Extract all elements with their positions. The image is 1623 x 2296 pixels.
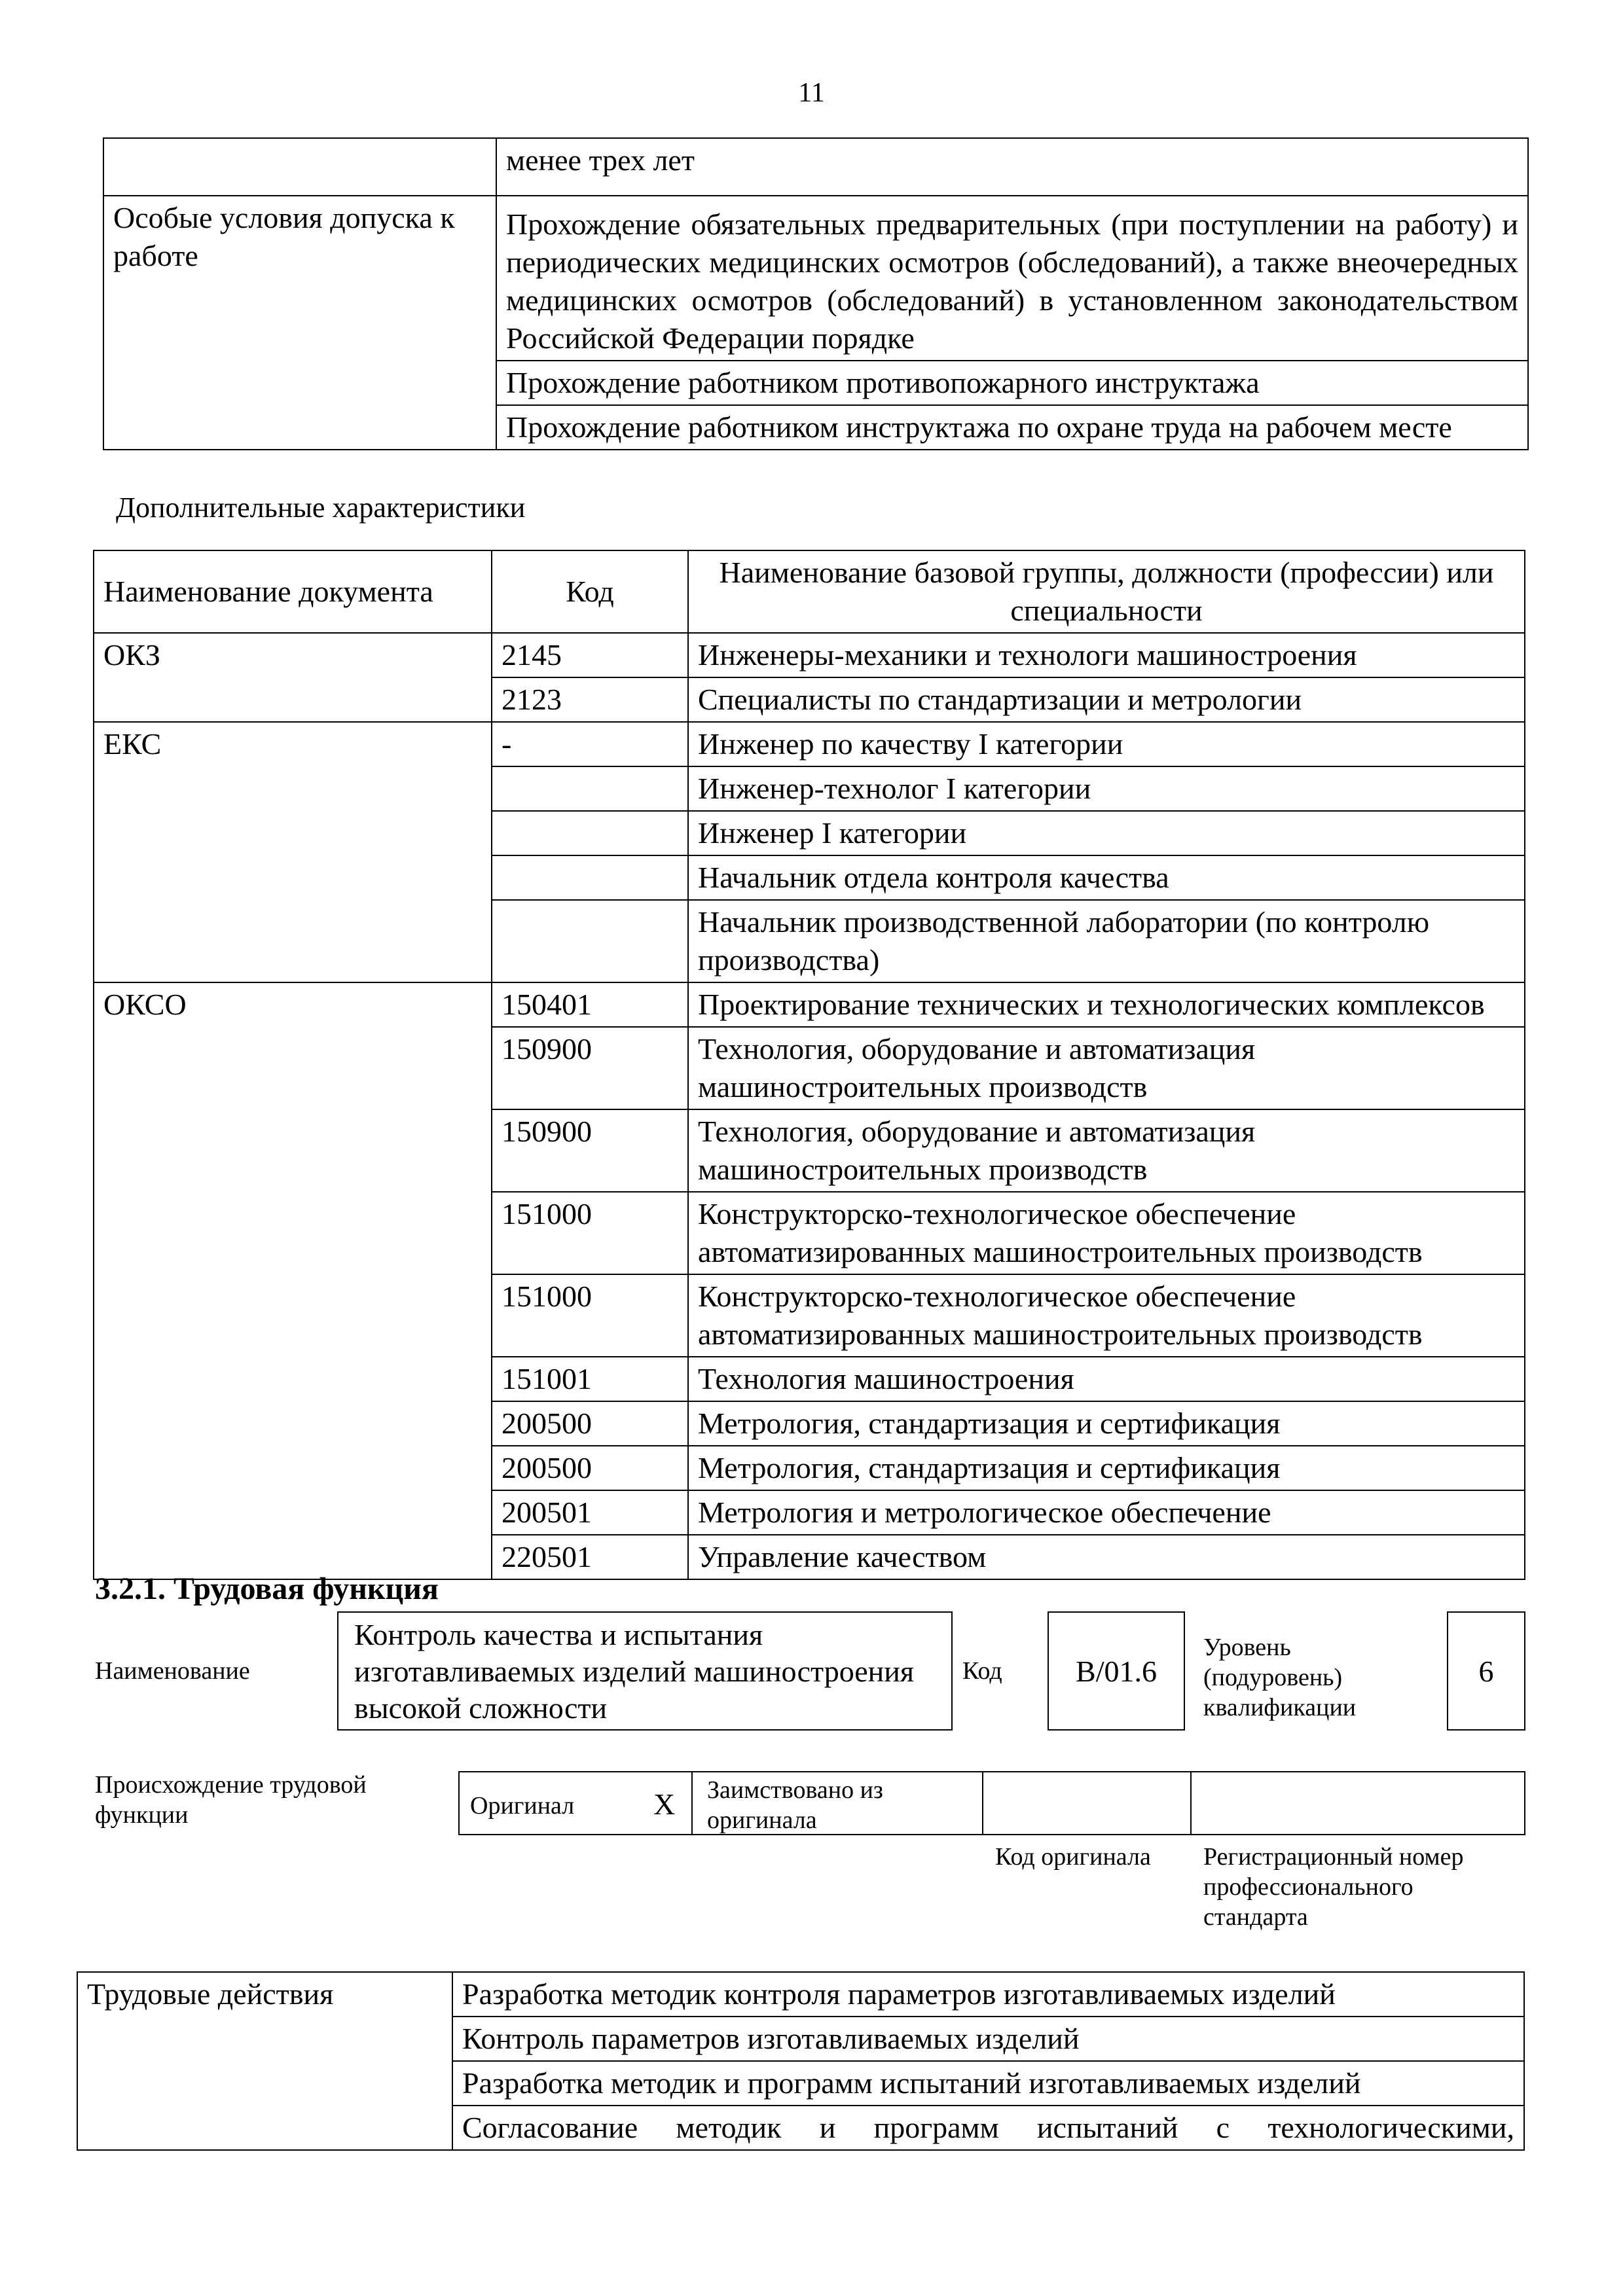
origin-table [458,1771,1525,1835]
additional-characteristics-heading: Дополнительные характеристики [116,492,526,524]
code-cell [492,811,688,855]
doc-cell: ЕКС [94,722,492,982]
header-code: Код [492,550,688,633]
doc-cell: ОКЗ [94,633,492,722]
code-cell: 150900 [492,1027,688,1109]
table-row [103,196,1528,361]
table-header-row [94,550,1525,633]
table-row [77,1972,1524,2017]
doc-cell: ОКСО [94,982,492,1579]
header-document: Наименование документа [94,550,492,633]
name-cell: Метрология и метрологическое обеспечение [688,1490,1525,1535]
code-cell: 151001 [492,1357,688,1401]
action-item: Контроль параметров изготавливаемых изделий [452,2017,1524,2061]
labor-function-heading: 3.2.1. Трудовая функция [95,1571,439,1606]
code-cell: 220501 [492,1535,688,1579]
condition-item: Прохождение обязательных предварительных (при поступлении на работу) и периодических медицинских осмотров (обследований), а также внеочередных медицинских осмотров (обследований) в установленном законодательством Российской Федерации порядке [496,196,1528,361]
level-value: 6 [1478,1654,1494,1688]
qualification-level-label: Уровень (подуровень) квалификации [1203,1634,1357,1721]
table-row [94,722,1525,766]
name-cell: Технология, оборудование и автоматизация машиностроительных производств [688,1109,1525,1192]
header-name: Наименование базовой группы, должности (профессии) или специальности [688,550,1525,633]
table-row [94,633,1525,677]
reg-number-label: Регистрационный номер профессионального стандарта [1203,1843,1464,1931]
level-box [1447,1611,1525,1731]
code-cell: 2145 [492,633,688,677]
divider [982,1771,983,1835]
special-conditions-label: Особые условия допуска к работе [103,196,496,450]
code-value: B/01.6 [1076,1654,1157,1688]
name-label: Наименование [95,1657,250,1685]
labor-actions-label: Трудовые действия [77,1972,452,2150]
original-mark: X [653,1787,676,1821]
borrowed-label: Заимствовано из оригинала [707,1776,883,1834]
code-box [1048,1611,1185,1731]
table-row [94,982,1525,1027]
action-item: Согласование методик и программ испытаний с технологическими, [452,2106,1524,2150]
origin-label: Происхождение трудовой функции [95,1771,367,1829]
admission-conditions-table [103,137,1529,450]
name-cell: Инженеры-механики и технологи машиностроения [688,633,1525,677]
code-cell: 150401 [492,982,688,1027]
name-cell: Инженер по качеству I категории [688,722,1525,766]
table-row [103,138,1528,196]
code-cell [492,900,688,982]
code-cell: 200500 [492,1446,688,1490]
code-cell: 151000 [492,1192,688,1274]
action-item: Разработка методик и программ испытаний изготавливаемых изделий [452,2061,1524,2106]
name-cell: Проектирование технических и технологических комплексов [688,982,1525,1027]
additional-characteristics-table [93,550,1525,1580]
name-cell: Инженер-технолог I категории [688,766,1525,811]
name-cell: Метрология, стандартизация и сертификация [688,1401,1525,1446]
labor-actions-table [77,1971,1525,2151]
code-cell [492,855,688,900]
page-number: 11 [798,78,825,108]
code-cell: 151000 [492,1274,688,1357]
action-item: Разработка методик контроля параметров изготавливаемых изделий [452,1972,1524,2017]
name-cell: Технология машиностроения [688,1357,1525,1401]
function-name-box [337,1611,953,1731]
empty-cell [103,138,496,196]
code-cell: - [492,722,688,766]
divider [1190,1771,1192,1835]
code-original-label: Код оригинала [995,1843,1151,1871]
experience-cell: менее трех лет [496,138,1528,196]
code-cell: 200500 [492,1401,688,1446]
name-cell: Инженер I категории [688,811,1525,855]
code-cell: 200501 [492,1490,688,1535]
name-cell: Конструкторско-технологическое обеспечение автоматизированных машиностроительных производств [688,1192,1525,1274]
code-cell: 150900 [492,1109,688,1192]
name-cell: Метрология, стандартизация и сертификация [688,1446,1525,1490]
code-label: Код [962,1657,1002,1685]
divider [691,1771,693,1835]
name-cell: Начальник производственной лаборатории (по контролю производства) [688,900,1525,982]
code-cell [492,766,688,811]
name-cell: Технология, оборудование и автоматизация машиностроительных производств [688,1027,1525,1109]
name-cell: Начальник отдела контроля качества [688,855,1525,900]
function-name-value: Контроль качества и испытания изготавливаемых изделий машиностроения высокой сложности [354,1618,915,1725]
name-cell: Конструкторско-технологическое обеспечение автоматизированных машиностроительных производств [688,1274,1525,1357]
name-cell: Управление качеством [688,1535,1525,1579]
code-cell: 2123 [492,677,688,722]
name-cell: Специалисты по стандартизации и метрологии [688,677,1525,722]
condition-item: Прохождение работником инструктажа по охране труда на рабочем месте [496,405,1528,450]
condition-item: Прохождение работником противопожарного инструктажа [496,361,1528,405]
original-label: Оригинал [470,1792,575,1820]
